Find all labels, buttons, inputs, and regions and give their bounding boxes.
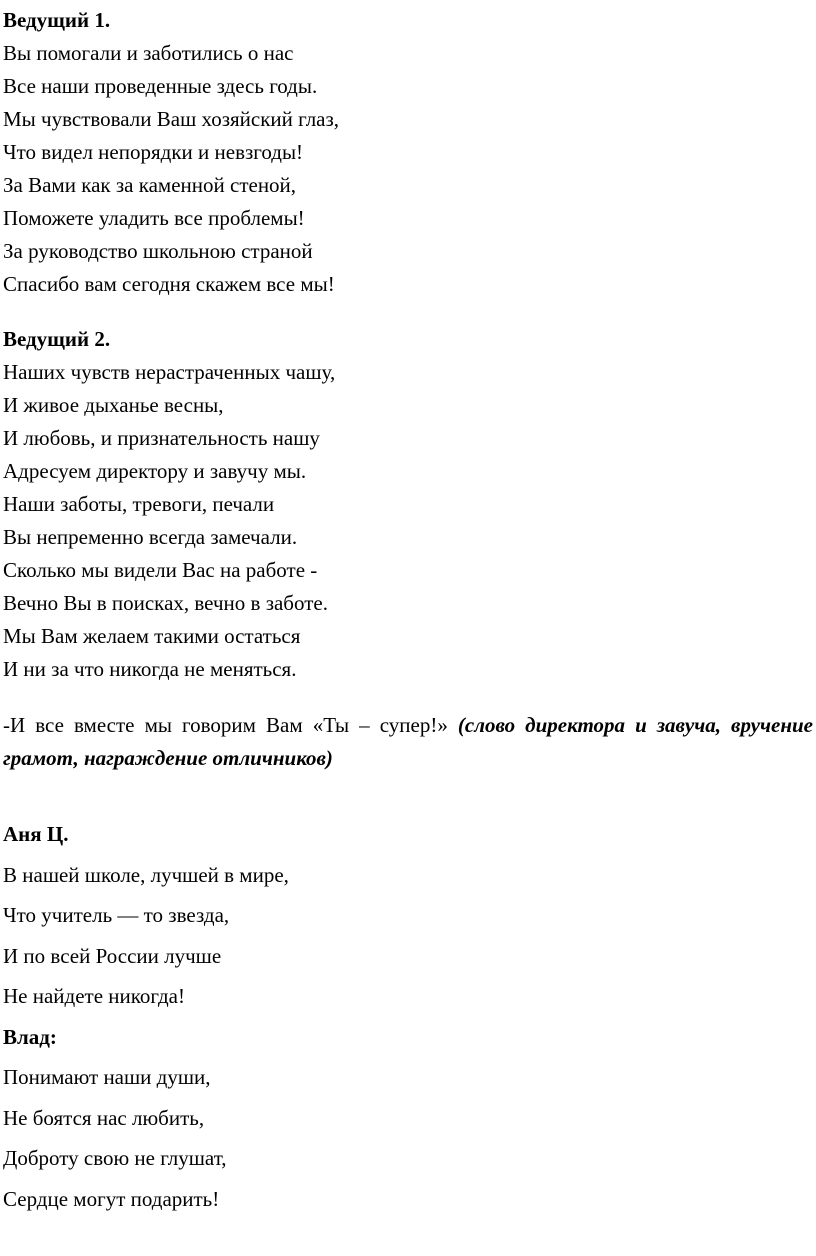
section-heading: Ведущий 2. [3, 327, 111, 351]
poem-line: Что видел непорядки и невзгоды! [3, 140, 304, 164]
together-text: -И все вместе мы говорим Вам «Ты – супер!» [3, 713, 458, 737]
stage-direction: (слово директора и завуча, вручение грамот, награждение отличников) [3, 713, 813, 770]
poem-line: И любовь, и признательность нашу [3, 426, 320, 450]
speaker-name: Влад: [3, 1024, 57, 1049]
poem-line: И по всей России лучше [3, 943, 222, 968]
poem-line: Адресуем директору и завучу мы. [3, 459, 307, 483]
poem-line: Поможете уладить все проблемы! [3, 206, 305, 230]
poem-line: Наши заботы, тревоги, печали [3, 492, 275, 516]
poem-line: Сердце могут подарить! [3, 1186, 220, 1211]
poem-line: Вечно Вы в поисках, вечно в заботе. [3, 591, 328, 615]
poem-line: За Вами как за каменной стеной, [3, 173, 297, 197]
poem-line: Вы непременно всегда замечали. [3, 525, 298, 549]
poem-line: За руководство школьною страной [3, 239, 313, 263]
speaker-name: Аня Ц. [3, 822, 69, 846]
poem-line: Наших чувств нерастраченных чашу, [3, 360, 336, 384]
poem-line: Все наши проведенные здесь годы. [3, 74, 318, 98]
poem-line: Сколько мы видели Вас на работе - [3, 558, 318, 582]
poem-line: И живое дыханье весны, [3, 393, 224, 417]
host2-section [3, 323, 335, 686]
poem-line: Не боятся нас любить, [3, 1105, 205, 1130]
poem-line: И ни за что никогда не меняться. [3, 657, 297, 681]
poem-line: Доброту свою не глушат, [3, 1146, 227, 1170]
poem-line: Спасибо вам сегодня скажем все мы! [3, 272, 335, 296]
poem-line: Что учитель — то звезда, [3, 903, 230, 927]
poem-line: Мы Вам желаем такими остаться [3, 624, 301, 648]
students-section [3, 814, 289, 1219]
section-heading: Ведущий 1. [3, 8, 111, 32]
poem-line: Понимают наши души, [3, 1065, 211, 1089]
poem-line: Вы помогали и заботились о нас [3, 41, 294, 65]
together-paragraph [3, 709, 813, 775]
host1-section [3, 4, 339, 301]
poem-line: Мы чувствовали Ваш хозяйский глаз, [3, 107, 340, 131]
poem-line: В нашей школе, лучшей в мире, [3, 862, 289, 887]
poem-line: Не найдете никогда! [3, 984, 185, 1008]
